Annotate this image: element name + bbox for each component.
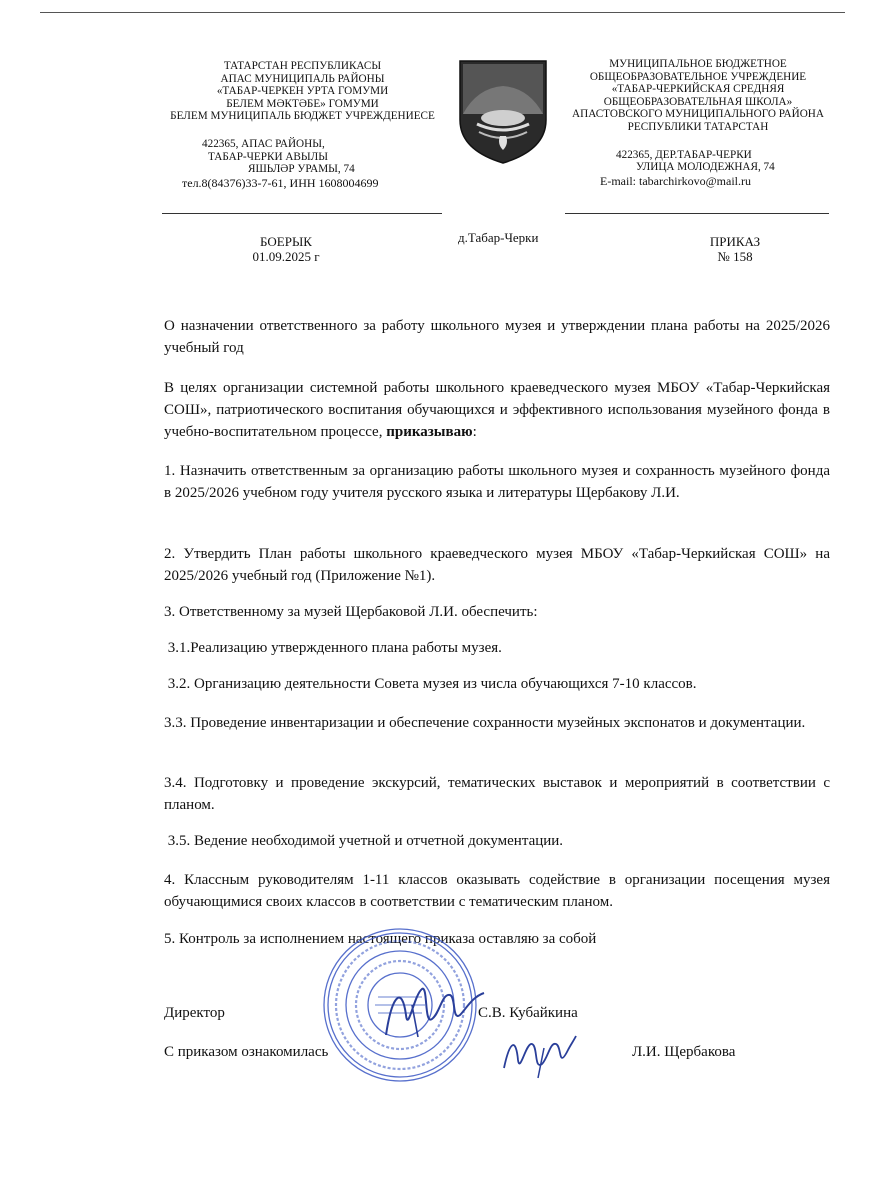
coat-of-arms-emblem <box>457 58 549 166</box>
preamble-bold: приказываю <box>386 424 473 440</box>
header-right <box>562 58 834 187</box>
item-5: 5. Контроль за исполнением настоящего приказа оставляю за собой <box>164 931 597 947</box>
item-4: 4. Классным руководителям 1-11 классов оказывать содействие в организации посещения музея обучающимися своих классов в соответствии с тематическим планом. <box>164 872 830 910</box>
header-left-line: «ТАБАР-ЧЕРКЕН УРТА ГОМУМИ <box>216 85 389 98</box>
acknowledged-label: С приказом ознакомилась <box>164 1044 329 1060</box>
item-3-2: 3.2. Организацию деятельности Совета музея из числа обучающихся 7-10 классов. <box>164 676 697 692</box>
address-line: 422365, ДЕР.ТАБАР-ЧЕРКИ <box>616 148 752 161</box>
address-line: ТАБАР-ЧЕРКИ АВЫЛЫ <box>208 150 328 163</box>
preamble-text: В целях организации системной работы школьного краеведческого музея МБОУ «Табар-Черкийская СОШ», патриотического воспитания обучающихся и эффективного использования музейного фонда в учебно-воспитательном процессе, <box>164 380 830 440</box>
header-right-line: АПАСТОВСКОГО МУНИЦИПАЛЬНОГО РАЙОНА <box>572 108 824 121</box>
address-line: 422365, АПАС РАЙОНЫ, <box>202 137 325 150</box>
address-line: ЯШЬЛӘР УРАМЫ, 74 <box>248 163 355 176</box>
order-tatar-title: БОЕРЫК <box>260 234 312 249</box>
header-rule-left <box>162 213 442 214</box>
header-right-line: ОБЩЕОБРАЗОВАТЕЛЬНОЕ УЧРЕЖДЕНИЕ <box>589 70 807 83</box>
header-left-line: БЕЛЕМ МӘКТӘБЕ» ГОМУМИ <box>226 97 379 110</box>
header-right-email: E-mail: tabarchirkovo@mail.ru <box>600 173 752 188</box>
preamble <box>164 377 830 443</box>
director-label: Директор <box>164 1005 225 1021</box>
header-left-line: ТАТАРСТАН РЕСПУБЛИКАСЫ <box>223 60 382 72</box>
order-russian <box>700 234 770 264</box>
preamble-end: : <box>472 424 477 440</box>
header-right-line: РЕСПУБЛИКИ ТАТАРСТАН <box>627 120 769 133</box>
header-right-line: «ТАБАР-ЧЕРКИЙСКАЯ СРЕДНЯЯ <box>611 83 785 96</box>
order-russian-title: ПРИКАЗ <box>709 234 761 249</box>
director-signature <box>372 975 492 1045</box>
item-3-3: 3.3. Проведение инвентаризации и обеспечение сохранности музейных экспонатов и документации. <box>164 715 806 731</box>
header-right-address <box>562 149 834 174</box>
header-left-phone: тел.8(84376)33-7-61, ИНН 1608004699 <box>182 175 379 190</box>
header-rule-right <box>565 213 829 214</box>
place-of-issue: д.Табар-Черки <box>458 230 539 245</box>
item-1: 1. Назначить ответственным за организацию работы школьного музея и сохранность музейного фонда в 2025/2026 учебном году учителя русского языка и литературы Щербакову Л.И. <box>164 463 830 501</box>
item-3-1: 3.1.Реализацию утвержденного плана работы музея. <box>164 640 502 656</box>
header-left <box>160 60 445 189</box>
item-2: 2. Утвердить План работы школьного краеведческого музея МБОУ «Табар-Черкийская СОШ» на 2025/2026 учебный год (Приложение №1). <box>164 546 830 584</box>
scan-edge-line <box>40 12 845 13</box>
address-line: УЛИЦА МОЛОДЕЖНАЯ, 74 <box>636 161 775 174</box>
header-right-line: ОБЩЕОБРАЗОВАТЕЛЬНАЯ ШКОЛА» <box>603 95 793 108</box>
header-right-line: МУНИЦИПАЛЬНОЕ БЮДЖЕТНОЕ <box>609 58 787 70</box>
order-subject: О назначении ответственного за работу школьного музея и утверждении плана работы на 2025/2026 учебный год <box>164 318 830 356</box>
header-left-line: БЕЛЕМ МУНИЦИПАЛЬ БЮДЖЕТ УЧРЕЖДЕНИЕСЕ <box>170 110 435 123</box>
header-left-address <box>160 138 445 176</box>
header-left-line: АПАС МУНИЦИПАЛЬ РАЙОНЫ <box>220 72 385 85</box>
acknowledgement-signature <box>498 1030 578 1080</box>
order-tatar <box>246 234 326 264</box>
item-3: 3. Ответственному за музей Щербаковой Л.И. обеспечить: <box>164 604 538 620</box>
order-number: № 158 <box>717 249 753 264</box>
director-name: С.В. Кубайкина <box>478 1005 578 1021</box>
acknowledged-name: Л.И. Щербакова <box>632 1044 736 1060</box>
item-3-4: 3.4. Подготовку и проведение экскурсий, тематических выставок и мероприятий в соответствии с планом. <box>164 775 830 813</box>
order-date: 01.09.2025 г <box>252 249 320 264</box>
item-3-5: 3.5. Ведение необходимой учетной и отчетной документации. <box>164 833 564 849</box>
